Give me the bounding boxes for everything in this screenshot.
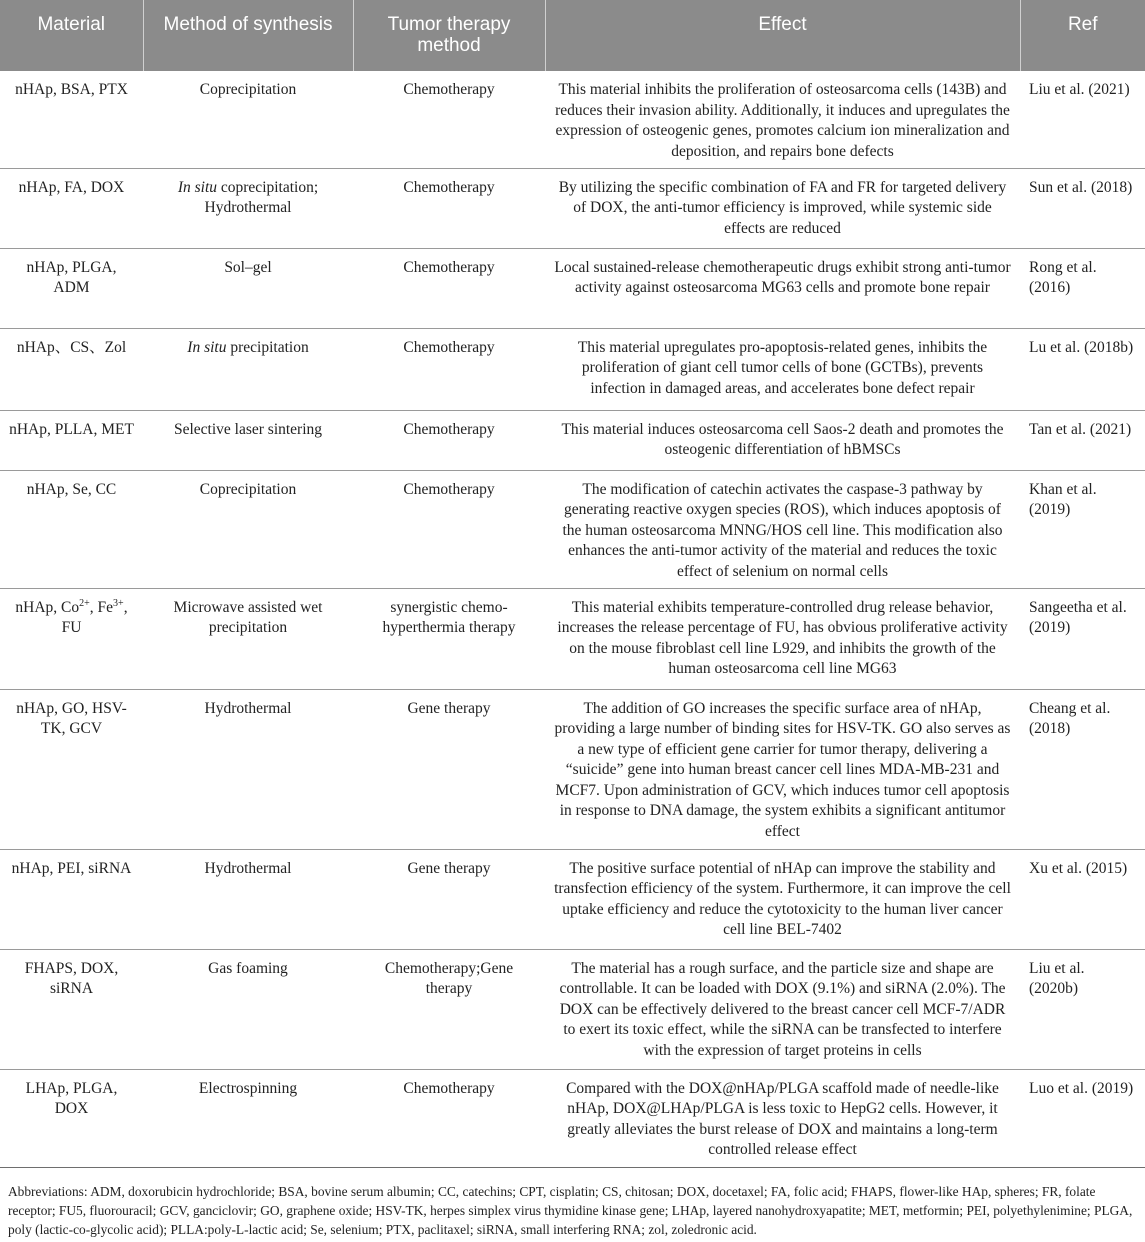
cell-therapy: Chemotherapy <box>353 470 545 588</box>
cell-ref: Liu et al. (2020b) <box>1020 949 1145 1069</box>
cell-therapy: Chemotherapy <box>353 328 545 410</box>
table-row <box>0 949 1145 1069</box>
cell-therapy: Chemotherapy <box>353 410 545 470</box>
cell-ref: Cheang et al. (2018) <box>1020 689 1145 849</box>
cell-method: Gas foaming <box>143 949 353 1069</box>
cell-therapy: Chemotherapy <box>353 1069 545 1167</box>
table-row <box>0 328 1145 410</box>
cell-method <box>143 328 353 410</box>
header-material: Material <box>0 0 143 71</box>
cell-method: Coprecipitation <box>143 470 353 588</box>
cell-effect: The modification of catechin activates the caspase-3 pathway by generating reactive oxygen species (ROS), which induces apoptosis of the human osteosarcoma MNNG/HOS cell line. This modification also enhances the anti-tumor activity of the material and reduces the toxic effect of selenium on normal cells <box>545 470 1020 588</box>
cell-therapy: Chemotherapy <box>353 71 545 168</box>
cell-material: FHAPS, DOX, siRNA <box>0 949 143 1069</box>
cell-ref: Sangeetha et al. (2019) <box>1020 588 1145 689</box>
table-row <box>0 849 1145 949</box>
cell-ref: Sun et al. (2018) <box>1020 168 1145 248</box>
method-italic: In situ <box>177 178 218 196</box>
material-part: , FU <box>61 598 128 636</box>
cell-effect: The positive surface potential of nHAp can improve the stability and transfection efficiency of the system. Furthermore, it can improve the cell uptake efficiency and reduce the cytotoxicity to the human liver cancer cell line BEL-7402 <box>545 849 1020 949</box>
cell-ref: Liu et al. (2021) <box>1020 71 1145 168</box>
cell-method <box>143 168 353 248</box>
table-row <box>0 588 1145 689</box>
cell-therapy: Gene therapy <box>353 689 545 849</box>
table-row <box>0 689 1145 849</box>
cell-ref: Tan et al. (2021) <box>1020 410 1145 470</box>
cell-ref: Rong et al. (2016) <box>1020 248 1145 328</box>
cell-method: Coprecipitation <box>143 71 353 168</box>
cell-effect: Compared with the DOX@nHAp/PLGA scaffold made of needle-like nHAp, DOX@LHAp/PLGA is less toxic to HepG2 cells. However, it greatly alleviates the burst release of DOX and maintains a long-term controlled release effect <box>545 1069 1020 1167</box>
cell-method: Selective laser sintering <box>143 410 353 470</box>
cell-method: Sol–gel <box>143 248 353 328</box>
cell-therapy: synergistic chemo-hyperthermia therapy <box>353 588 545 689</box>
cell-therapy: Gene therapy <box>353 849 545 949</box>
cell-effect: Local sustained-release chemotherapeutic drugs exhibit strong anti-tumor activity against osteosarcoma MG63 cells and promote bone repair <box>545 248 1020 328</box>
cell-method: Hydrothermal <box>143 849 353 949</box>
material-superscript: 2+ <box>79 597 90 609</box>
table-row <box>0 248 1145 328</box>
cell-method: Hydrothermal <box>143 689 353 849</box>
cell-material <box>0 588 143 689</box>
table-row <box>0 410 1145 470</box>
cell-effect: The material has a rough surface, and the particle size and shape are controllable. It can be loaded with DOX (9.1%) and siRNA (2.0%). The DOX can be effectively delivered to the breast cancer cell MCF-7/ADR to exert its toxic effect, while the siRNA can be transfected to interfere with the expression of target proteins in cells <box>545 949 1020 1069</box>
table-row <box>0 470 1145 588</box>
cell-therapy: Chemotherapy;Gene therapy <box>353 949 545 1069</box>
cell-effect: By utilizing the specific combination of FA and FR for targeted delivery of DOX, the anti-tumor efficiency is improved, while systemic side effects are reduced <box>545 168 1020 248</box>
table-row <box>0 71 1145 168</box>
cell-material: nHAp, PLGA, ADM <box>0 248 143 328</box>
cell-material: nHAp, PLLA, MET <box>0 410 143 470</box>
method-rest: coprecipitation; Hydrothermal <box>204 178 319 216</box>
cell-material: nHAp, FA, DOX <box>0 168 143 248</box>
method-rest: precipitation <box>226 338 309 356</box>
cell-ref: Khan et al. (2019) <box>1020 470 1145 588</box>
cell-ref: Xu et al. (2015) <box>1020 849 1145 949</box>
cell-material: nHAp、CS、Zol <box>0 328 143 410</box>
cell-material: nHAp, GO, HSV-TK, GCV <box>0 689 143 849</box>
header-ref: Ref <box>1020 0 1145 71</box>
cell-therapy: Chemotherapy <box>353 168 545 248</box>
cell-material: nHAp, Se, CC <box>0 470 143 588</box>
material-part: , Fe <box>89 598 114 616</box>
method-italic: In situ <box>187 338 227 356</box>
abbreviations-footnote: Abbreviations: ADM, doxorubicin hydrochloride; BSA, bovine serum albumin; CC, catechins; CPT, cisplatin; CS, chitosan; DOX, docetaxel; FA, folic acid; FHAPS, flower-like HAp, spheres; FR, folate receptor; FU5, fluorouracil; GCV, ganciclovir; GO, graphene oxide; HSV-TK, herpes simplex virus thymidine kinase gene; LHAp, layered nanohydroxyapatite; MET, metformin; PEI, polyethylenimine; PLGA, poly (lactic-co-glycolic acid); PLLA:poly-L-lactic acid; Se, selenium; PTX, paclitaxel; siRNA, small interfering RNA; zol, zoledronic acid. <box>8 1184 1133 1237</box>
table-row <box>0 1069 1145 1167</box>
cell-material: nHAp, BSA, PTX <box>0 71 143 168</box>
cell-effect: This material upregulates pro-apoptosis-related genes, inhibits the proliferation of giant cell tumor cells of bone (GCTBs), prevents infection in damaged areas, and accelerates bone defect repair <box>545 328 1020 410</box>
cell-ref: Luo et al. (2019) <box>1020 1069 1145 1167</box>
material-superscript: 3+ <box>113 597 124 609</box>
cell-effect: This material inhibits the proliferation of osteosarcoma cells (143B) and reduces their invasion ability. Additionally, it induces and upregulates the expression of osteogenic genes, promotes calcium ion mineralization and deposition, and repairs bone defects <box>545 71 1020 168</box>
cell-material: nHAp, PEI, siRNA <box>0 849 143 949</box>
table-row <box>0 168 1145 248</box>
cell-effect: This material induces osteosarcoma cell Saos-2 death and promotes the osteogenic differentiation of hBMSCs <box>545 410 1020 470</box>
cell-effect: The addition of GO increases the specific surface area of nHAp, providing a large number of binding sites for HSV-TK. GO also serves as a new type of efficient gene carrier for tumor therapy, delivering a “suicide” gene into human breast cancer cell lines MDA-MB-231 and MCF7. Upon administration of GCV, which induces tumor cell apoptosis in response to DNA damage, the system exhibits a significant antitumor effect <box>545 689 1020 849</box>
header-tumor-therapy-method: Tumor therapy method <box>353 0 545 71</box>
cell-material: LHAp, PLGA, DOX <box>0 1069 143 1167</box>
material-part: nHAp, Co <box>15 598 80 616</box>
header-method-of-synthesis: Method of synthesis <box>143 0 353 71</box>
table-header-row <box>0 0 1145 71</box>
cell-therapy: Chemotherapy <box>353 248 545 328</box>
header-effect: Effect <box>545 0 1020 71</box>
cell-ref: Lu et al. (2018b) <box>1020 328 1145 410</box>
cell-method: Electrospinning <box>143 1069 353 1167</box>
cell-method: Microwave assisted wet precipitation <box>143 588 353 689</box>
cell-effect: This material exhibits temperature-controlled drug release behavior, increases the release percentage of FU, has obvious proliferative activity on the mouse fibroblast cell line L929, and inhibits the growth of the human osteosarcoma cell line MG63 <box>545 588 1020 689</box>
